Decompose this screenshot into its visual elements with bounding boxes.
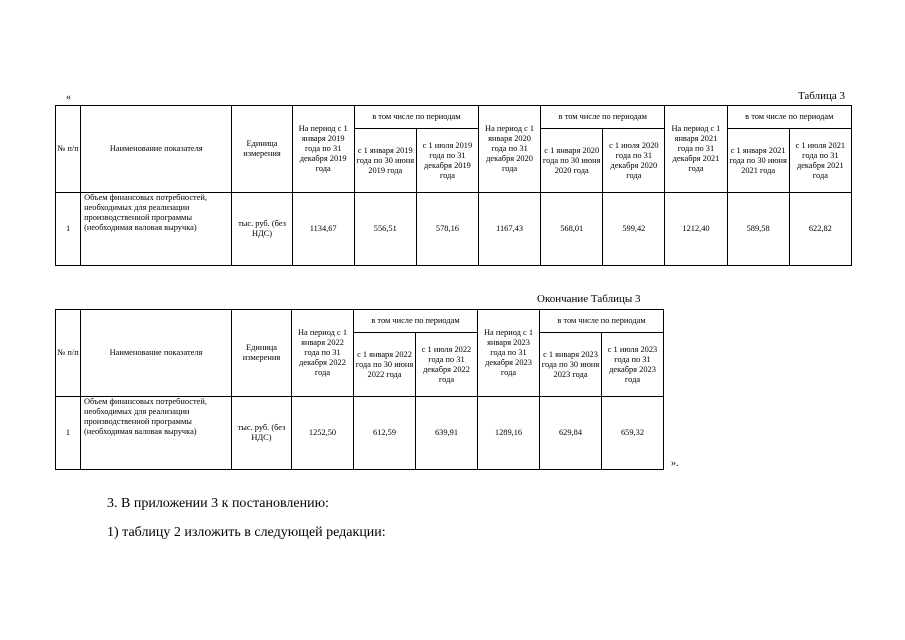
table-row: [56, 193, 852, 266]
paragraph-appendix-3: 3. В приложении 3 к постановлению:: [107, 496, 329, 511]
value-cell: 1167,43: [479, 193, 541, 266]
value-cell: 1289,16: [478, 397, 540, 470]
row-indicator-name: Объем финансовых потребностей, необходимых для реализации производственной программы (необходимая валовая выручка): [81, 397, 232, 470]
value-cell: 612,59: [354, 397, 416, 470]
header-period-total: На период с 1 января 2022 года по 31 декабря 2022 года: [292, 310, 354, 397]
value-cell: 639,91: [416, 397, 478, 470]
row-num: 1: [56, 397, 81, 470]
header-including-periods: в том числе по периодам: [354, 106, 478, 129]
header-period-total: На период с 1 января 2019 года по 31 декабря 2019 года: [292, 106, 354, 193]
header-period-total: На период с 1 января 2023 года по 31 декабря 2023 года: [478, 310, 540, 397]
value-cell: 568,01: [541, 193, 603, 266]
header-half-year-1: с 1 января 2019 года по 30 июня 2019 года: [354, 129, 416, 193]
header-including-periods: в том числе по периодам: [354, 310, 478, 333]
value-cell: 1212,40: [665, 193, 727, 266]
header-half-year-1: с 1 января 2023 года по 30 июня 2023 года: [540, 333, 602, 397]
header-unit: Единица измерения: [232, 310, 292, 397]
value-cell: 1134,67: [292, 193, 354, 266]
header-num: № п/п: [56, 310, 81, 397]
value-cell: 578,16: [416, 193, 478, 266]
table1-caption: Таблица 3: [797, 90, 845, 102]
value-cell: 599,42: [603, 193, 665, 266]
header-indicator-name: Наименование показателя: [81, 310, 232, 397]
tariff-table-part2: [55, 309, 664, 470]
header-including-periods: в том числе по периодам: [540, 310, 664, 333]
value-cell: 622,82: [789, 193, 851, 266]
closing-quote: ».: [671, 458, 679, 469]
tariff-table-part1: [55, 105, 852, 266]
row-num: 1: [56, 193, 81, 266]
header-including-periods: в том числе по периодам: [727, 106, 851, 129]
header-indicator-name: Наименование показателя: [81, 106, 232, 193]
header-half-year-2: с 1 июля 2020 года по 31 декабря 2020 года: [603, 129, 665, 193]
row-unit: тыс. руб. (без НДС): [232, 193, 292, 266]
row-indicator-name: Объем финансовых потребностей, необходимых для реализации производственной программы (необходимая валовая выручка): [81, 193, 232, 266]
table2-caption: Окончание Таблицы 3: [537, 293, 641, 305]
header-period-total: На период с 1 января 2021 года по 31 декабря 2021 года: [665, 106, 727, 193]
header-period-total: На период с 1 января 2020 года по 31 декабря 2020 года: [479, 106, 541, 193]
header-half-year-1: с 1 января 2020 года по 30 июня 2020 года: [541, 129, 603, 193]
header-half-year-1: с 1 января 2022 года по 30 июня 2022 года: [354, 333, 416, 397]
header-num: № п/п: [56, 106, 81, 193]
header-unit: Единица измерения: [232, 106, 292, 193]
value-cell: 659,32: [602, 397, 664, 470]
value-cell: 589,58: [727, 193, 789, 266]
header-including-periods: в том числе по периодам: [541, 106, 665, 129]
header-half-year-1: с 1 января 2021 года по 30 июня 2021 года: [727, 129, 789, 193]
opening-quote: «: [66, 92, 71, 103]
header-half-year-2: с 1 июля 2022 года по 31 декабря 2022 года: [416, 333, 478, 397]
row-unit: тыс. руб. (без НДС): [232, 397, 292, 470]
paragraph-table-2-edit: 1) таблицу 2 изложить в следующей редакции:: [107, 525, 386, 540]
table-row: [56, 397, 664, 470]
header-half-year-2: с 1 июля 2023 года по 31 декабря 2023 года: [602, 333, 664, 397]
value-cell: 556,51: [354, 193, 416, 266]
value-cell: 629,84: [540, 397, 602, 470]
header-half-year-2: с 1 июля 2019 года по 31 декабря 2019 года: [416, 129, 478, 193]
header-half-year-2: с 1 июля 2021 года по 31 декабря 2021 года: [789, 129, 851, 193]
value-cell: 1252,50: [292, 397, 354, 470]
